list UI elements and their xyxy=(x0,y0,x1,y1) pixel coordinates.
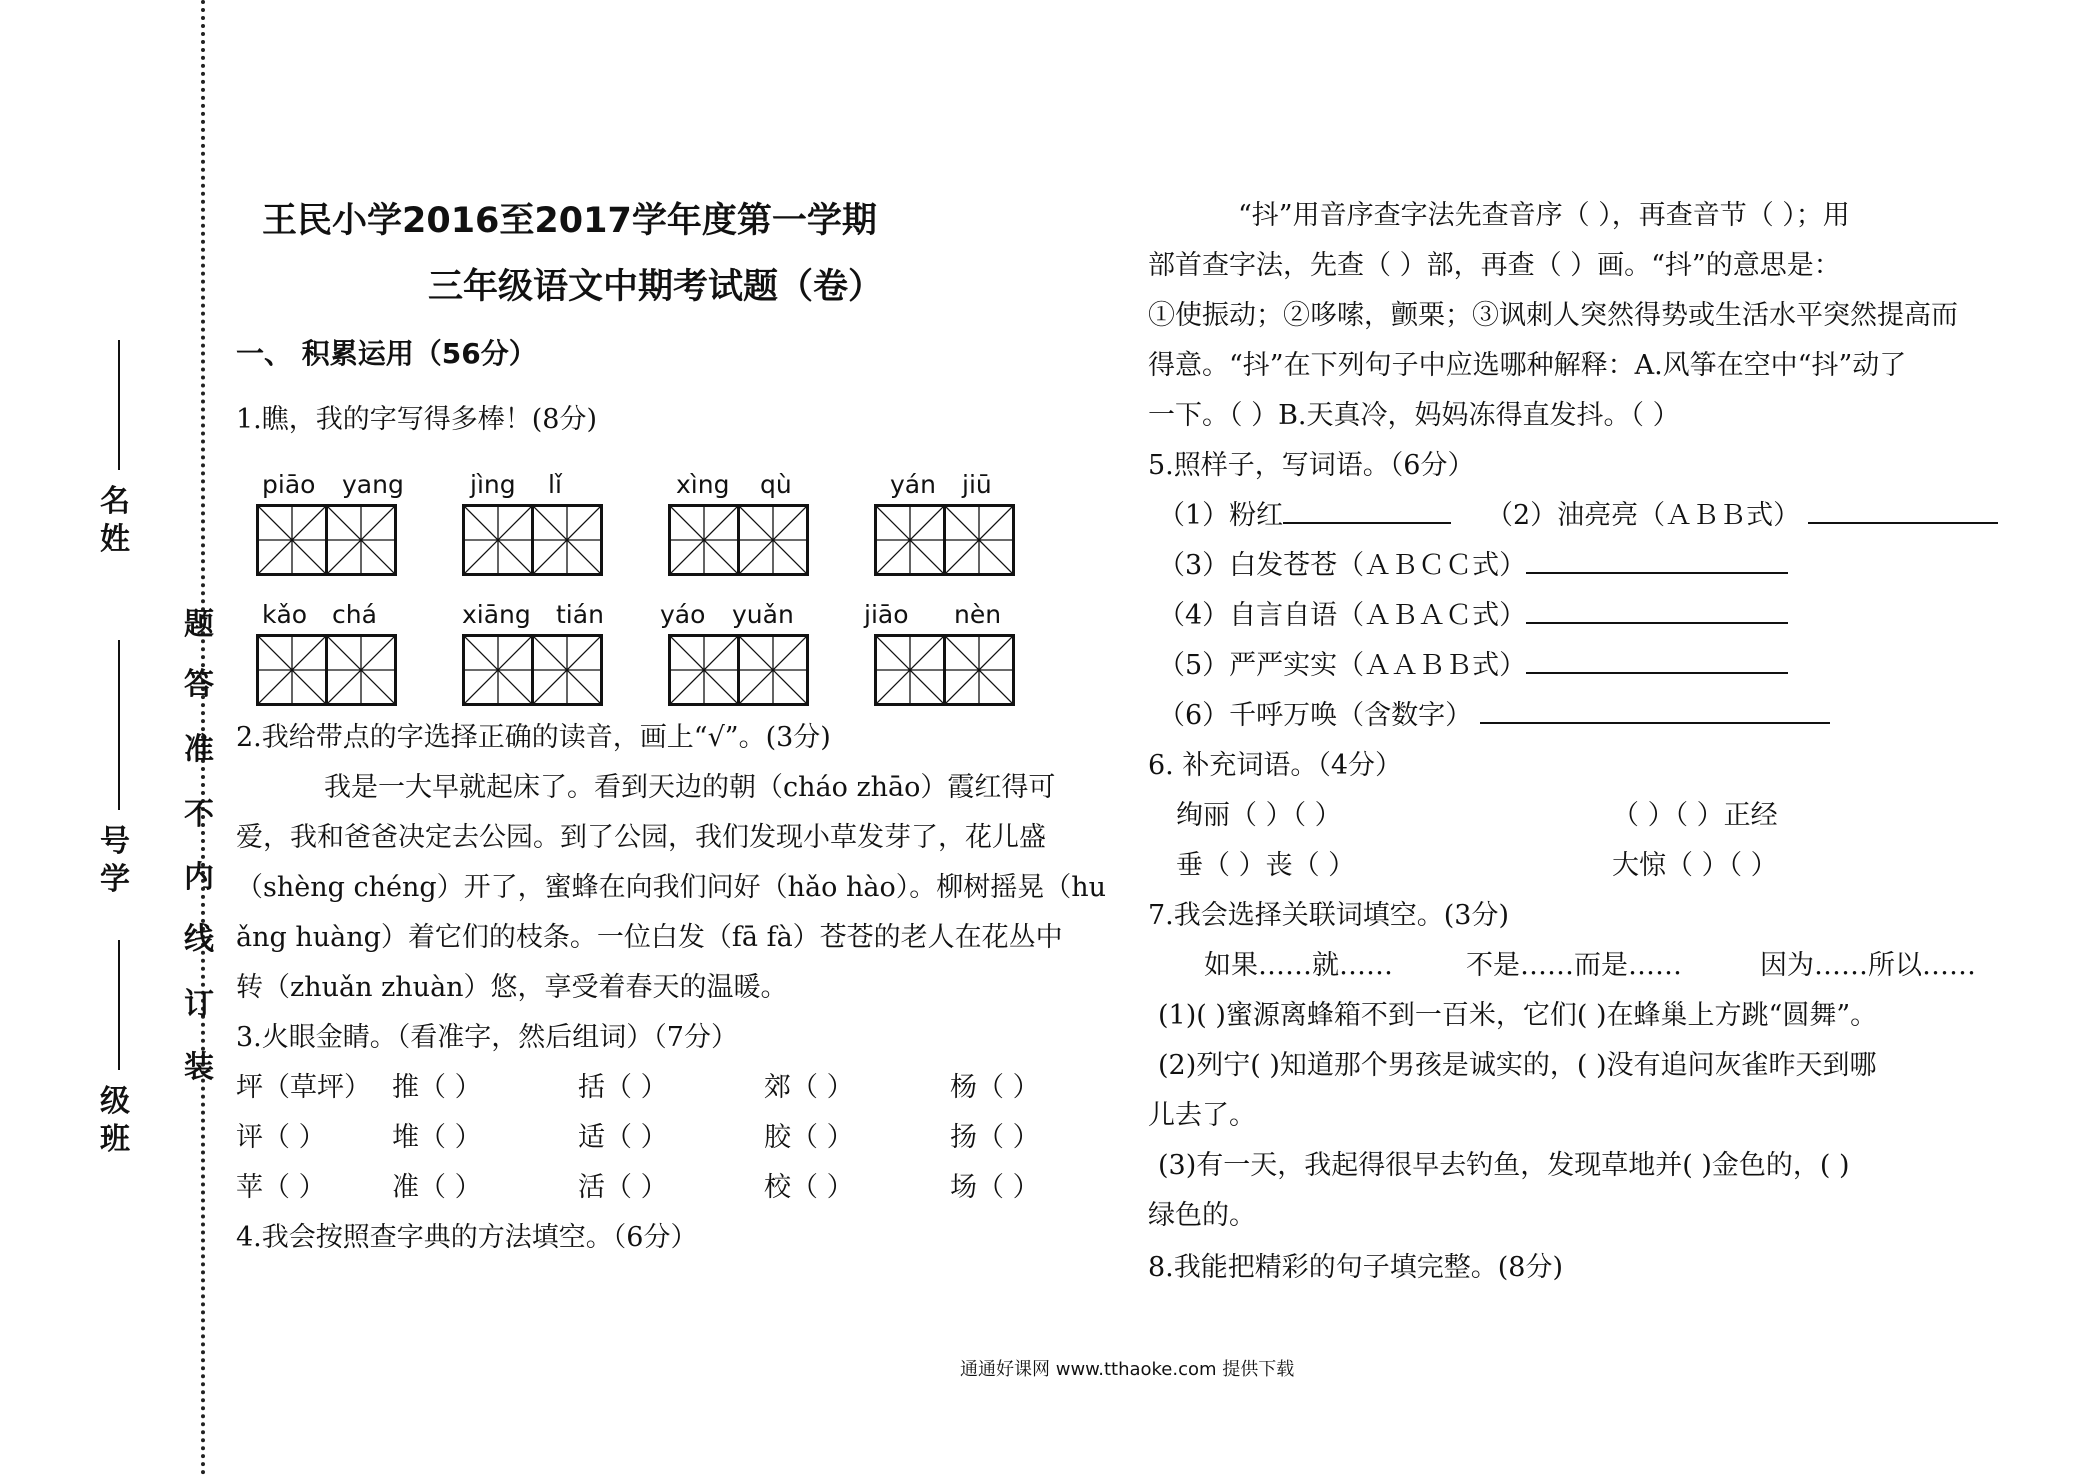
question-2-text-line: 爱，我和爸爸决定去公园。到了公园，我们发现小草发芽了，花儿盛 xyxy=(236,822,1046,853)
pinyin-label: yáo xyxy=(660,600,706,629)
warning-char: 答 xyxy=(184,667,214,702)
q5-item-label: （5）严严实实（ＡＡＢＢ式） xyxy=(1158,650,1527,681)
q7-text-line: (2)列宁( )知道那个男孩是诚实的，( )没有追问灰雀昨天到哪 xyxy=(1158,1050,1877,1081)
writing-grid-pair[interactable] xyxy=(668,634,806,706)
warning-char: 订 xyxy=(184,987,214,1022)
class-label-char-1: 班 xyxy=(100,1122,130,1157)
warning-char: 题 xyxy=(184,607,214,642)
q3-cell[interactable]: 杨（ ） xyxy=(950,1072,1040,1103)
writing-grid-pair[interactable] xyxy=(668,504,806,576)
pinyin-label: yuǎn xyxy=(732,600,794,629)
q7-text-line: (1)( )蜜源离蜂箱不到一百米，它们( )在蜂巢上方跳“圆舞”。 xyxy=(1158,1000,1878,1031)
q3-cell[interactable]: 校（ ） xyxy=(764,1172,854,1203)
q5-item-label: （3）白发苍苍（ＡＢＣＣ式） xyxy=(1158,550,1527,581)
q3-cell[interactable]: 郊（ ） xyxy=(764,1072,854,1103)
writing-grid-pair[interactable] xyxy=(256,634,394,706)
q5-item-label: （6）千呼万唤（含数字） xyxy=(1158,700,1473,731)
q3-cell[interactable]: 胶（ ） xyxy=(764,1122,854,1153)
q7-option: 不是……而是…… xyxy=(1466,950,1682,981)
q5-item-6 xyxy=(1158,698,1830,734)
name-field-line xyxy=(118,340,120,470)
q3-cell[interactable]: 场（ ） xyxy=(950,1172,1040,1203)
warning-char: 装 xyxy=(184,1050,214,1085)
pinyin-label: nèn xyxy=(954,600,1002,629)
q3-cell[interactable]: 评（ ） xyxy=(236,1122,326,1153)
q6-item[interactable]: 大惊（ ）（ ） xyxy=(1612,850,1778,881)
question-1-title: 1.瞧，我的字写得多棒！(8分) xyxy=(236,404,598,435)
question-8-title: 8.我能把精彩的句子填完整。(8分) xyxy=(1148,1252,1564,1283)
exam-subtitle: 三年级语文中期考试题（卷） xyxy=(428,267,884,307)
question-4-title: 4.我会按照查字典的方法填空。（6分） xyxy=(236,1222,698,1253)
pinyin-label: yán xyxy=(890,470,936,499)
pinyin-label: chá xyxy=(332,600,377,629)
q3-cell[interactable]: 活（ ） xyxy=(578,1172,668,1203)
q5-item-label: （1）粉红 xyxy=(1158,500,1284,531)
q3-cell[interactable]: 适（ ） xyxy=(578,1122,668,1153)
warning-char: 不 xyxy=(184,797,214,832)
answer-line[interactable] xyxy=(1526,648,1788,674)
exam-title: 王民小学2016至2017学年度第一学期 xyxy=(262,201,877,241)
question-4-text-line: 一下。（ ）B.天真冷，妈妈冻得直发抖。（ ） xyxy=(1148,400,1680,431)
id-label-char-2: 号 xyxy=(100,824,130,859)
answer-line[interactable] xyxy=(1480,698,1830,724)
q7-text-line: 绿色的。 xyxy=(1148,1200,1256,1231)
warning-char: 准 xyxy=(184,732,214,767)
id-field-line xyxy=(118,640,120,810)
question-4-text-line: 部首查字法，先查（ ）部，再查（ ）画。“抖”的意思是： xyxy=(1148,250,1841,281)
q7-text-line: (3)有一天，我起得很早去钓鱼，发现草地并( )金色的，( ) xyxy=(1158,1150,1850,1181)
pinyin-label: jìng xyxy=(470,470,516,499)
q5-item-2 xyxy=(1486,498,1998,534)
q6-item[interactable]: 垂（ ）丧（ ） xyxy=(1176,850,1356,881)
pinyin-label: xìng xyxy=(676,470,730,499)
class-label-char-2: 级 xyxy=(100,1084,130,1119)
q7-option: 因为……所以…… xyxy=(1760,950,1976,981)
writing-grid-pair[interactable] xyxy=(462,634,600,706)
answer-line[interactable] xyxy=(1283,498,1451,524)
pinyin-label: piāo xyxy=(262,470,316,499)
q7-option: 如果……就…… xyxy=(1204,950,1393,981)
pinyin-label: kǎo xyxy=(262,600,308,629)
question-3-title: 3.火眼金睛。（看准字，然后组词）（7分） xyxy=(236,1022,738,1053)
writing-grid-pair[interactable] xyxy=(462,504,600,576)
question-2-text-line: （shèng chéng）开了，蜜蜂在向我们问好（hǎo hào）。柳树摇晃（hu xyxy=(236,872,1106,903)
q7-text-line: 儿去了。 xyxy=(1148,1100,1256,1131)
q6-item[interactable]: （ ）（ ）正经 xyxy=(1612,800,1778,831)
class-field-line xyxy=(118,940,120,1070)
name-label-char-2: 名 xyxy=(100,484,130,519)
question-4-text-line: 得意。“抖”在下列句子中应选哪种解释：A.风筝在空中“抖”动了 xyxy=(1148,350,1907,381)
question-6-title: 6. 补充词语。（4分） xyxy=(1148,750,1403,781)
q5-item-label: （4）自言自语（ＡＢＡＣ式） xyxy=(1158,600,1527,631)
writing-grid-pair[interactable] xyxy=(256,504,394,576)
answer-line[interactable] xyxy=(1526,598,1788,624)
question-4-text-line: ①使振动；②哆嗦，颤栗；③讽刺人突然得势或生活水平突然提高而 xyxy=(1148,300,1958,331)
footer-source: 通通好课网 www.tthaoke.com 提供下载 xyxy=(960,1359,1295,1380)
pinyin-label: qù xyxy=(760,470,792,499)
q3-cell: 坪（草坪） xyxy=(236,1072,371,1103)
q6-item[interactable]: 绚丽（ ）（ ） xyxy=(1176,800,1342,831)
writing-grid-pair[interactable] xyxy=(874,504,1012,576)
question-4-text-line: “抖”用音序查字法先查音序（ ），再查音节（ ）；用 xyxy=(1238,200,1850,231)
name-label-char-1: 姓 xyxy=(100,522,130,557)
q3-cell[interactable]: 苹（ ） xyxy=(236,1172,326,1203)
q3-cell[interactable]: 堆（ ） xyxy=(392,1122,482,1153)
question-5-title: 5.照样子，写词语。（6分） xyxy=(1148,450,1475,481)
q3-cell[interactable]: 准（ ） xyxy=(392,1172,482,1203)
q3-cell[interactable]: 括（ ） xyxy=(578,1072,668,1103)
q5-item-5 xyxy=(1158,648,1788,684)
pinyin-label: jiāo xyxy=(864,600,909,629)
pinyin-label: tián xyxy=(556,600,604,629)
q5-item-label: （2）油亮亮（ＡＢＢ式） xyxy=(1486,500,1801,531)
writing-grid-pair[interactable] xyxy=(874,634,1012,706)
pinyin-label: yang xyxy=(342,470,404,499)
pinyin-label: lǐ xyxy=(548,470,562,499)
pinyin-label: jiū xyxy=(962,470,992,499)
answer-line[interactable] xyxy=(1808,498,1998,524)
question-2-title: 2.我给带点的字选择正确的读音，画上“√”。(3分) xyxy=(236,722,831,753)
pinyin-label: xiāng xyxy=(462,600,531,629)
q5-item-3 xyxy=(1158,548,1788,584)
warning-char: 线 xyxy=(184,922,214,957)
section-heading: 一、 积累运用（56分） xyxy=(236,337,537,370)
q5-item-1 xyxy=(1158,498,1451,534)
question-2-text-line: 我是一大早就起床了。看到天边的朝（cháo zhāo）霞红得可 xyxy=(324,772,1056,803)
answer-line[interactable] xyxy=(1526,548,1788,574)
question-7-title: 7.我会选择关联词填空。(3分) xyxy=(1148,900,1510,931)
q5-item-4 xyxy=(1158,598,1788,634)
question-2-text-line: 转（zhuǎn zhuàn）悠，享受着春天的温暖。 xyxy=(236,972,788,1003)
question-2-text-line: ǎng huàng）着它们的枝条。一位白发（fā fà）苍苍的老人在花丛中 xyxy=(236,922,1063,953)
q3-cell[interactable]: 推（ ） xyxy=(392,1072,482,1103)
warning-char: 内 xyxy=(184,860,214,895)
q3-cell[interactable]: 扬（ ） xyxy=(950,1122,1040,1153)
id-label-char-1: 学 xyxy=(100,862,130,897)
